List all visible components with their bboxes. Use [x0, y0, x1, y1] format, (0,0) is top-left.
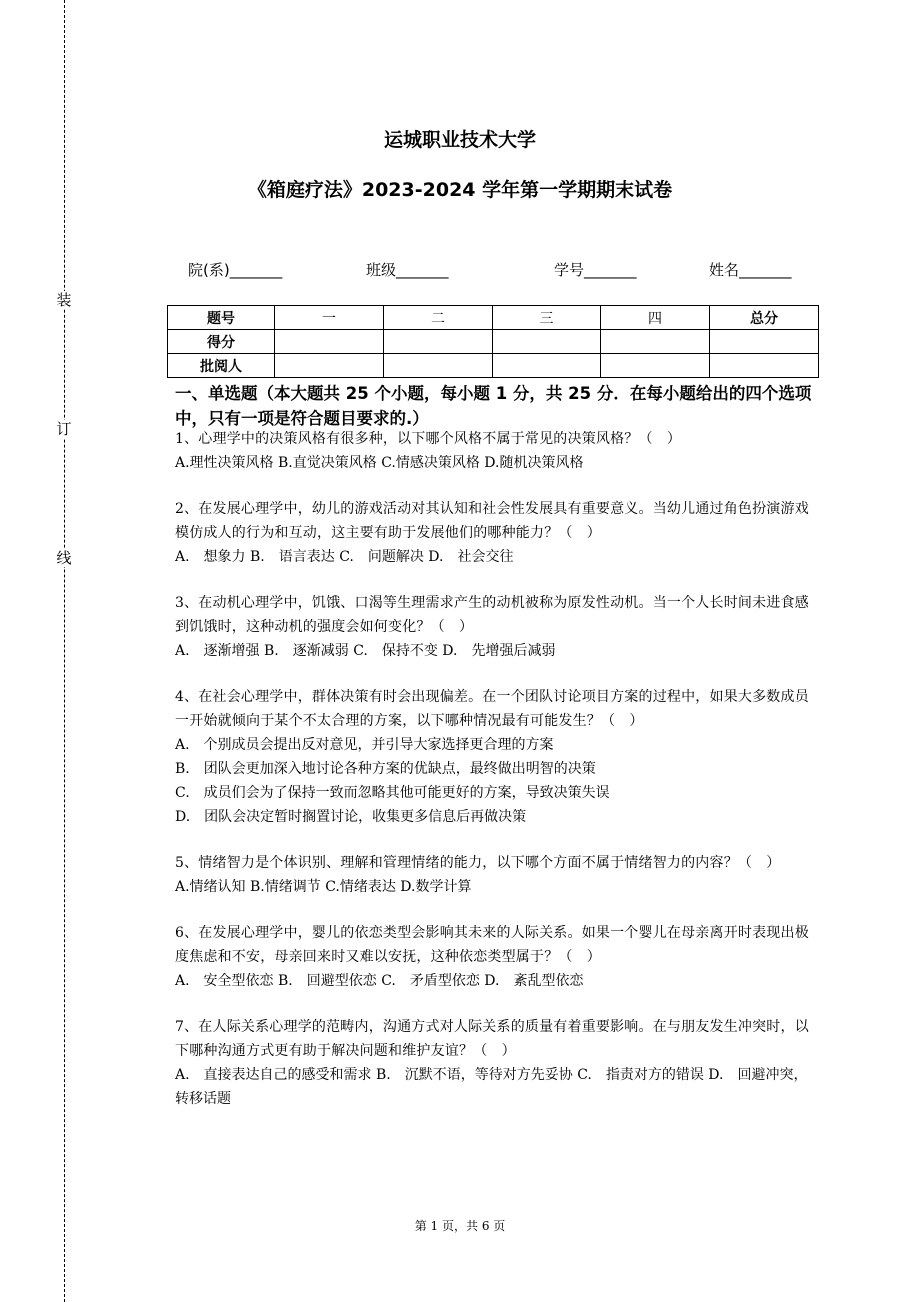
score-cell: [275, 330, 384, 354]
score-cell: [493, 330, 601, 354]
question-option-a: A. 个别成员会提出反对意见，并引导大家选择更合理的方案: [175, 737, 554, 753]
score-table: [167, 305, 819, 378]
department-field: 院(系)_______: [188, 261, 283, 279]
binding-char-ding: 订: [56, 420, 72, 438]
header-cell-question-no: 题号: [168, 306, 275, 330]
exam-title: 《箱庭疗法》2023-2024 学年第一学期期末试卷: [247, 179, 673, 201]
reviewer-cell: [493, 354, 601, 378]
question-stem: 7、在人际关系心理学的范畴内，沟通方式对人际关系的质量有着重要影响。在与朋友发生冲突时，以下哪种沟通方式更有助于解决问题和维护友谊？（ ）: [175, 1019, 809, 1059]
question-options: A. 直接表达自己的感受和需求 B. 沉默不语，等待对方先妥协 C. 指责对方的错误 D. 回避冲突，转移话题: [175, 1067, 808, 1107]
header-cell-4: 四: [601, 306, 710, 330]
question-stem: 5、情绪智力是个体识别、理解和管理情绪的能力，以下哪个方面不属于情绪智力的内容？（ ）: [175, 855, 781, 871]
reviewer-cell: [601, 354, 710, 378]
student-id-field: 学号_______: [554, 261, 637, 279]
section-heading: 一、单选题（本大题共 25 个小题，每小题 1 分，共 25 分．在每小题给出的四个选项中，只有一项是符合题目要求的.）: [175, 384, 812, 428]
question-options: A. 逐渐增强 B. 逐渐减弱 C. 保持不变 D. 先增强后减弱: [175, 643, 556, 659]
university-title: 运城职业技术大学: [383, 129, 536, 151]
question-option-b: B. 团队会更加深入地讨论各种方案的优缺点，最终做出明智的决策: [175, 761, 596, 777]
name-field: 姓名_______: [709, 261, 792, 279]
question-stem: 1、心理学中的决策风格有很多种，以下哪个风格不属于常见的决策风格？（ ）: [175, 431, 682, 447]
score-cell: [384, 330, 493, 354]
score-row: [168, 330, 819, 354]
question-option-d: D. 团队会决定暂时搁置讨论，收集更多信息后再做决策: [175, 809, 527, 825]
header-cell-3: 三: [493, 306, 601, 330]
question-item: [175, 921, 820, 993]
row-label-score: 得分: [168, 330, 275, 354]
question-options: A. 安全型依恋 B. 回避型依恋 C. 矛盾型依恋 D. 紊乱型依恋: [175, 973, 584, 989]
question-stem: 2、在发展心理学中，幼儿的游戏活动对其认知和社会性发展具有重要意义。当幼儿通过角色扮演游戏模仿成人的行为和互动，这主要有助于发展他们的哪种能力？（ ）: [175, 501, 809, 541]
row-label-reviewer: 批阅人: [168, 354, 275, 378]
question-item: [175, 591, 820, 663]
question-stem: 3、在动机心理学中，饥饿、口渴等生理需求产生的动机被称为原发性动机。当一个人长时间未进食感到饥饿时，这种动机的强度会如何变化？（ ）: [175, 595, 809, 635]
reviewer-cell: [710, 354, 819, 378]
question-item: [175, 427, 820, 475]
score-cell: [601, 330, 710, 354]
question-list: [175, 427, 820, 1133]
question-stem: 6、在发展心理学中，婴儿的依恋类型会影响其未来的人际关系。如果一个婴儿在母亲离开时表现出极度焦虑和不安，母亲回来时又难以安抚，这种依恋类型属于？（ ）: [175, 925, 809, 965]
score-cell: [710, 330, 819, 354]
question-item: [175, 851, 820, 899]
question-options: A. 想象力 B. 语言表达 C. 问题解决 D. 社会交往: [175, 549, 514, 565]
header-cell-1: 一: [275, 306, 384, 330]
question-item: [175, 497, 820, 569]
score-table-header-row: [168, 306, 819, 330]
header-cell-2: 二: [384, 306, 493, 330]
question-stem: 4、在社会心理学中，群体决策有时会出现偏差。在一个团队讨论项目方案的过程中，如果大多数成员一开始就倾向于某个不太合理的方案，以下哪种情况最有可能发生？（ ）: [175, 689, 809, 729]
question-options: A.情绪认知 B.情绪调节 C.情绪表达 D.数学计算: [175, 879, 472, 895]
question-options: A.理性决策风格 B.直觉决策风格 C.情感决策风格 D.随机决策风格: [175, 455, 584, 471]
binding-char-xian: 线: [56, 549, 72, 567]
question-item: [175, 1015, 820, 1111]
question-item: [175, 685, 820, 829]
page-footer: 第 1 页，共 6 页: [414, 1219, 506, 1233]
reviewer-cell: [275, 354, 384, 378]
question-option-c: C. 成员们会为了保持一致而忽略其他可能更好的方案，导致决策失误: [175, 785, 610, 801]
header-cell-total: 总分: [710, 306, 819, 330]
reviewer-cell: [384, 354, 493, 378]
class-field: 班级_______: [366, 261, 449, 279]
reviewer-row: [168, 354, 819, 378]
binding-char-zhuang: 装: [56, 291, 72, 309]
